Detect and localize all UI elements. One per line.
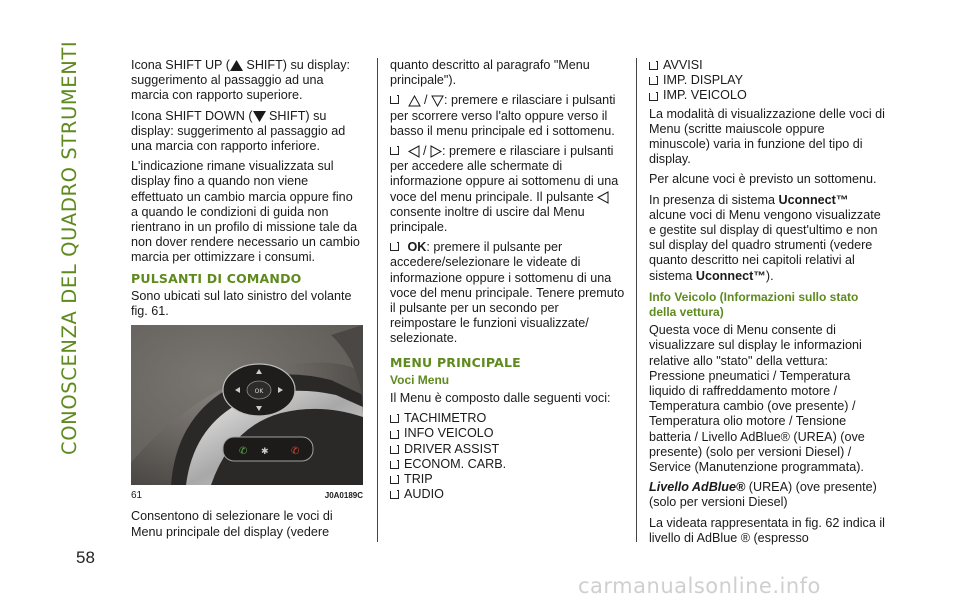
bullet-square-icon: [390, 445, 399, 454]
paragraph-shift-up: Icona SHIFT UP ( SHIFT) su display: suggerimento al passaggio ad una marcia con rapporto superiore.: [131, 58, 350, 103]
svg-text:✆: ✆: [239, 446, 248, 458]
menu-items-list-continued: [649, 58, 885, 104]
watermark: carmanualsonline.info: [578, 574, 821, 598]
paragraph-adblue: Livello AdBlue® (UREA) (ove presente) (solo per versioni Diesel): [649, 480, 877, 510]
list-item: TACHIMETRO: [390, 411, 626, 426]
paragraph-info-veicolo: Questa voce di Menu consente di visualizzare sul display le informazioni relative allo "stato" della vettura: Pressione pneumatici / Temperatura liquido di raffreddamento motore / Temperatura cambio (ove presente) / Temperatura olio motore / Tensione batteria / Livello AdBlue® (UREA) (ove presente) (solo per versioni Diesel) / Service (Manutenzione programmata).: [649, 323, 865, 475]
list-item: AVVISI: [649, 58, 885, 73]
svg-text:✱: ✱: [261, 447, 269, 458]
paragraph-modalita: La modalità di visualizzazione delle voci di Menu (scritte maiuscole oppure minuscole) varia in funzione del tipo di display.: [649, 106, 885, 167]
bullet-square-icon: [649, 61, 658, 70]
column-3: [649, 58, 885, 551]
column-divider-2: [636, 58, 637, 542]
paragraph-ubicati: Sono ubicati sul lato sinistro del volante fig. 61.: [131, 288, 352, 319]
bullet-ok: OK: premere il pulsante per accedere/selezionare le videate di informazione oppure i sottomenu di una voce del menu principale. Tenere premuto il pulsante per un secondo per reimpostare le funzioni visualizzate/ selezionate.: [390, 240, 625, 346]
paragraph-consentono: Consentono di selezionare le voci di Menu principale del display (vedere: [131, 509, 333, 539]
list-item: INFO VEICOLO: [390, 426, 626, 441]
column-2: [390, 58, 626, 502]
figure-number: 61: [131, 490, 143, 502]
paragraph-continued: quanto descritto al paragrafo "Menu principale").: [390, 58, 590, 88]
steering-wheel-figure: [131, 325, 363, 485]
bullet-square-icon: [649, 92, 658, 101]
column-1: [131, 58, 363, 545]
list-item: DRIVER ASSIST: [390, 442, 626, 457]
bullet-square-icon: [390, 95, 399, 104]
bullet-square-icon: [390, 490, 399, 499]
subtitle-voci-menu: Voci Menu: [390, 372, 450, 387]
figure-ok-label: OK: [254, 388, 264, 396]
list-item: ECONOM. CARB.: [390, 457, 626, 472]
paragraph-shift-down: Icona SHIFT DOWN ( SHIFT) su display: suggerimento al passaggio ad una marcia con rapporto inferiore.: [131, 108, 346, 154]
bullet-square-icon: [390, 414, 399, 423]
subtitle-info-veicolo: Info Veicolo (Informazioni sullo stato della vettura): [649, 289, 859, 320]
shift-up-icon: [230, 60, 243, 71]
section-title-menu: MENU PRINCIPALE: [390, 354, 521, 370]
figure-code: J0A0189C: [324, 491, 363, 501]
svg-text:✆: ✆: [291, 446, 300, 458]
bullet-up-down: / : premere e rilasciare i pulsanti per scorrere verso l'alto oppure verso il basso il menu principale ed i sottomenu.: [390, 93, 616, 138]
paragraph-uconnect: In presenza di sistema Uconnect™ alcune voci di Menu vengono visualizzate e gestite sul display di quest'ultimo e non sul display del quadro strumenti (vedere quanto descritto nei capitoli relativi al sistema Uconnect™).: [649, 192, 881, 283]
triangle-down-icon: [431, 95, 444, 107]
bullet-square-icon: [649, 76, 658, 85]
figure-caption: [131, 488, 363, 503]
list-item: TRIP: [390, 472, 626, 487]
menu-items-list: [390, 411, 626, 502]
side-title: CONOSCENZA DEL QUADRO STRUMENTI: [58, 40, 81, 455]
steering-wheel-photo: [131, 325, 363, 485]
triangle-right-icon: [430, 145, 442, 158]
paragraph-videata: La videata rappresentata in fig. 62 indica il livello di AdBlue ® (espresso: [649, 515, 885, 545]
column-divider-1: [377, 58, 378, 542]
list-item: AUDIO: [390, 487, 626, 502]
list-item: IMP. VEICOLO: [649, 88, 885, 103]
bullet-square-icon: [390, 146, 399, 155]
paragraph-indication: L'indicazione rimane visualizzata sul display fino a quando non viene effettuato un cambio marcia oppure fino a quando le condizioni di guida non rientrano in un profilo di missione tale da non dover rendere necessario un cambio marcia per ottimizzare i consumi.: [131, 159, 360, 265]
triangle-left-icon: [597, 191, 609, 204]
paragraph-menu-composto: Il Menu è composto dalle seguenti voci:: [390, 391, 611, 406]
page-number: 58: [76, 548, 95, 567]
bullet-square-icon: [390, 460, 399, 469]
shift-down-icon: [253, 111, 266, 122]
bullet-square-icon: [390, 475, 399, 484]
section-title-pulsanti: PULSANTI DI COMANDO: [131, 270, 302, 286]
bullet-square-icon: [390, 430, 399, 439]
triangle-up-icon: [408, 95, 421, 107]
triangle-left-icon: [408, 145, 420, 158]
list-item: IMP. DISPLAY: [649, 73, 885, 88]
bullet-left-right: / : premere e rilasciare i pulsanti per accedere alle schermate di informazione oppure ai sottomenu di una voce del menu principale. Il pulsante consente inoltre di uscire dal Menu principale.: [390, 144, 619, 235]
paragraph-sottomenu: Per alcune voci è previsto un sottomenu.: [649, 172, 877, 187]
bullet-square-icon: [390, 242, 399, 251]
